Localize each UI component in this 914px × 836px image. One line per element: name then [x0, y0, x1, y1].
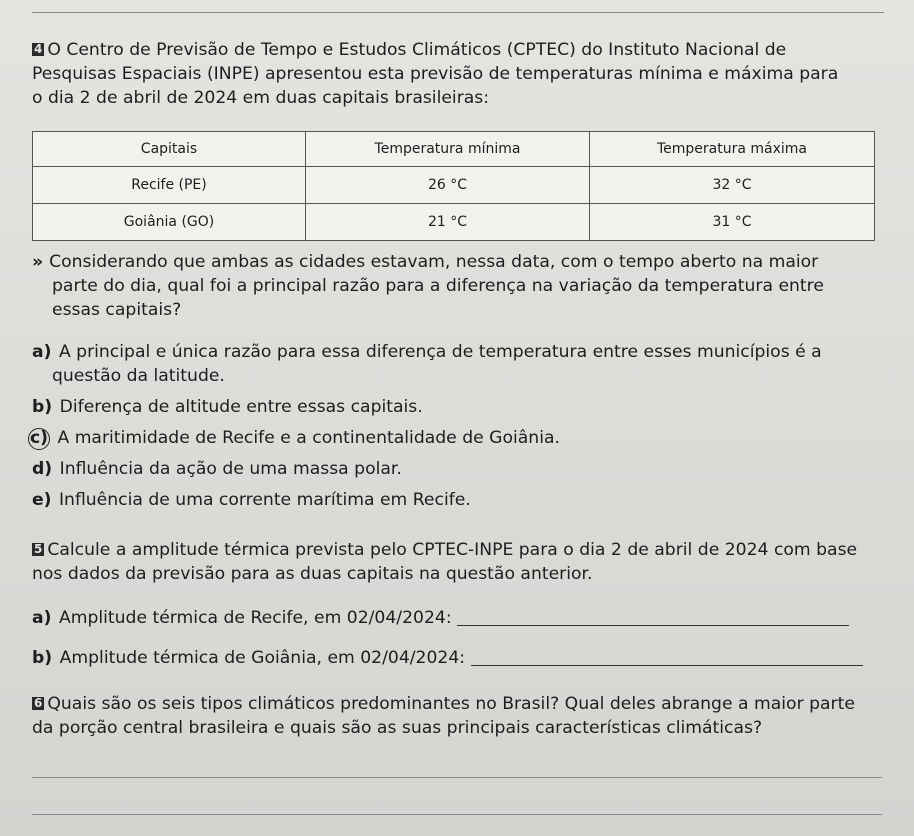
option-b[interactable]: b) Diferença de altitude entre essas capitais. — [32, 397, 423, 417]
header-capitais: Capitais — [33, 132, 306, 167]
option-e[interactable]: e) Influência de uma corrente marítima em Recife. — [32, 490, 471, 510]
q5-statement: 5 Calcule a amplitude térmica prevista pelo CPTEC-INPE para o dia 2 de abril de 2024 com base nos dados da previsão para as duas capitais na questão anterior. — [32, 540, 858, 584]
cell-temp-max: 31 °C — [590, 204, 875, 241]
bullet-icon: » — [32, 252, 44, 272]
table-row — [33, 167, 875, 204]
q4-intro — [32, 38, 884, 110]
q5-item-a: a) Amplitude térmica de Recife, em 02/04/2024: — [32, 606, 884, 630]
answer-line[interactable] — [32, 814, 882, 815]
table-header-row — [33, 132, 875, 167]
option-d[interactable]: d) Influência da ação de uma massa polar. — [32, 459, 402, 479]
cell-capital: Recife (PE) — [33, 167, 306, 204]
answer-line[interactable] — [32, 777, 882, 778]
q5-number: 5 — [34, 542, 43, 556]
q6-number: 6 — [34, 696, 43, 710]
q4-intro-line-1: 4 O Centro de Previsão de Tempo e Estudos Climáticos (CPTEC) do Instituto Nacional de — [34, 40, 787, 60]
cell-temp-max: 32 °C — [590, 167, 875, 204]
option-a[interactable]: a) A principal e única razão para essa diferença de temperatura entre esses municípios é a questão da latitude. — [32, 342, 822, 386]
option-c[interactable]: c) A maritimidade de Recife e a continentalidade de Goiânia. — [29, 428, 560, 448]
temperature-table — [32, 131, 875, 241]
cell-capital: Goiânia (GO) — [33, 204, 306, 241]
header-temp-maxima: Temperatura máxima — [590, 132, 875, 167]
header-temp-minima: Temperatura mínima — [306, 132, 590, 167]
cell-temp-min: 26 °C — [306, 167, 590, 204]
q4-intro-line-2: Pesquisas Espaciais (INPE) apresentou esta previsão de temperaturas mínima e máxima para — [32, 64, 839, 84]
answer-line-a[interactable] — [457, 625, 849, 626]
circled-answer-mark: c) — [29, 428, 49, 448]
q6-statement: 6 Quais são os seis tipos climáticos predominantes no Brasil? Qual deles abrange a maior parte da porção central brasileira e quais são as suas principais características climáticas? — [32, 694, 855, 738]
top-answer-line — [32, 12, 884, 13]
answer-line-b[interactable] — [471, 665, 863, 666]
q5-item-b: b) Amplitude térmica de Goiânia, em 02/04/2024: — [32, 646, 884, 670]
q4-number: 4 — [34, 42, 43, 56]
table-row — [33, 204, 875, 241]
q4-question: » Considerando que ambas as cidades estavam, nessa data, com o tempo aberto na maior parte do dia, qual foi a principal razão para a diferença na variação da temperatura entre essas capitais? — [32, 252, 824, 320]
cell-temp-min: 21 °C — [306, 204, 590, 241]
q4-intro-line-3: o dia 2 de abril de 2024 em duas capitais brasileiras: — [32, 88, 490, 108]
